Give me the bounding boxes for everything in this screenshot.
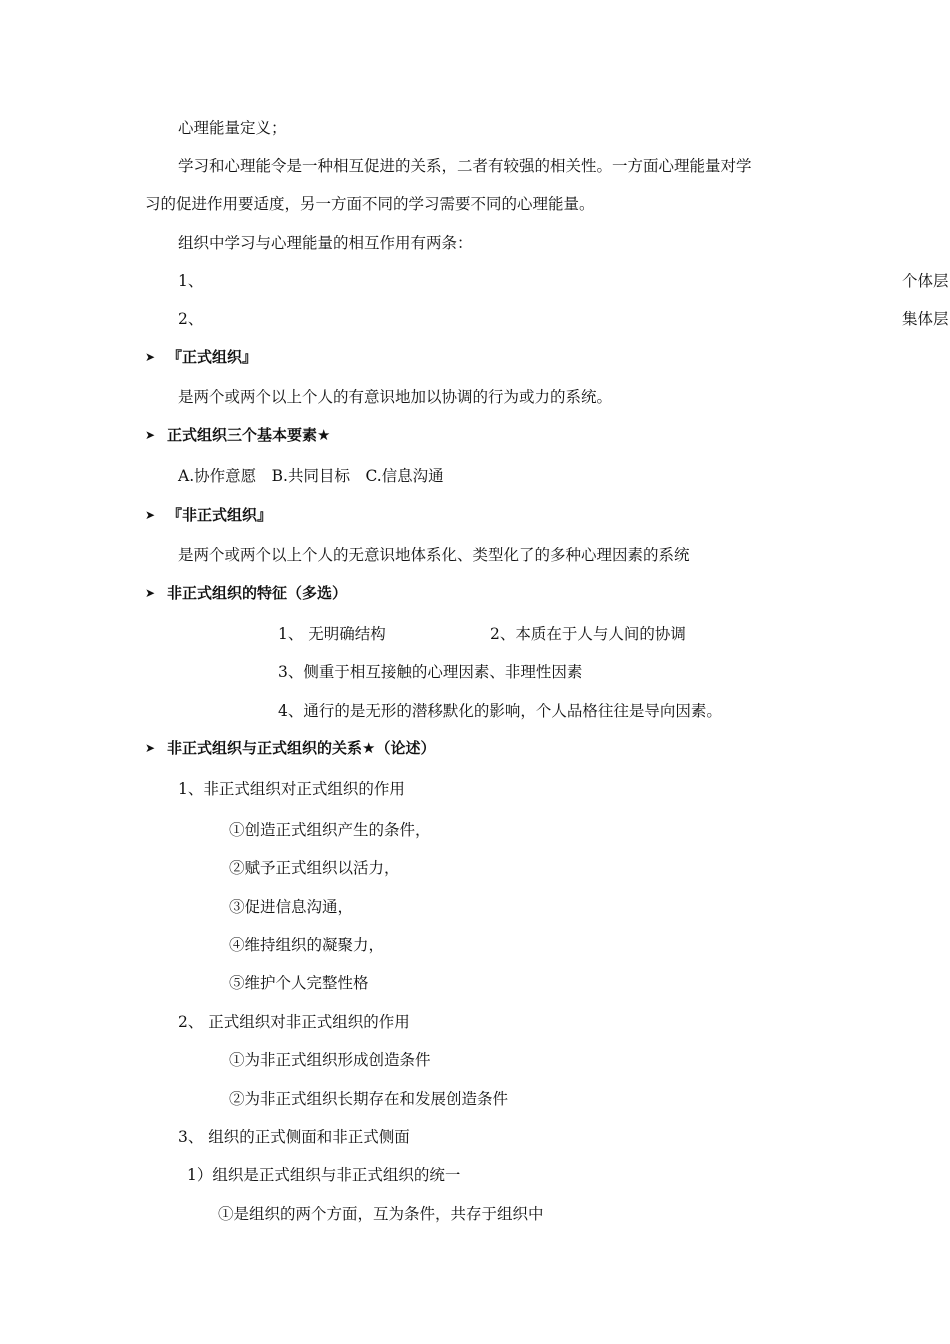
paragraph-line: 是两个或两个以上个人的无意识地体系化、类型化了的多种心理因素的系统 xyxy=(178,546,690,564)
list-number: 2、 xyxy=(178,310,204,328)
arrow-bullet-icon: ➤ xyxy=(145,586,156,600)
list-item: ①为非正式组织形成创造条件 xyxy=(229,1051,431,1069)
subsection-heading: 2、 正式组织对非正式组织的作用 xyxy=(178,1013,410,1031)
subsection-heading: 1、非正式组织对正式组织的作用 xyxy=(178,780,405,798)
paragraph-line: 是两个或两个以上个人的有意识地加以协调的行为或力的系统。 xyxy=(178,388,613,406)
list-item-text: 个体层 xyxy=(902,272,949,290)
arrow-bullet-icon: ➤ xyxy=(145,741,156,755)
list-item: ③促进信息沟通， xyxy=(229,898,354,916)
list-item: 2、本质在于人与人间的协调 xyxy=(490,625,686,643)
paragraph-line: A.协作意愿 B.共同目标 C.信息沟通 xyxy=(178,467,444,485)
subsection-heading: 3、 组织的正式侧面和非正式侧面 xyxy=(178,1128,410,1146)
paragraph-line: 习的促进作用要适度，另一方面不同的学习需要不同的心理能量。 xyxy=(145,195,595,213)
paragraph-line: 组织中学习与心理能量的相互作用有两条： xyxy=(178,234,473,252)
section-heading: 『非正式组织』 xyxy=(167,506,273,524)
list-number: 1、 xyxy=(178,272,204,290)
list-item-text: 集体层 xyxy=(902,310,949,328)
list-item: ①创造正式组织产生的条件， xyxy=(229,821,431,839)
section-heading: 『正式组织』 xyxy=(167,348,258,366)
arrow-bullet-icon: ➤ xyxy=(145,350,156,364)
list-item: ①是组织的两个方面，互为条件，共存于组织中 xyxy=(218,1205,544,1223)
arrow-bullet-icon: ➤ xyxy=(145,508,156,522)
list-item: ②赋予正式组织以活力， xyxy=(229,859,400,877)
list-item: 3、侧重于相互接触的心理因素、非理性因素 xyxy=(278,663,583,681)
list-item: ⑤维护个人完整性格 xyxy=(229,974,369,992)
definition-label: 心理能量定义； xyxy=(178,119,287,137)
section-heading: 正式组织三个基本要素★ xyxy=(167,426,331,444)
section-heading: 非正式组织与正式组织的关系★（论述） xyxy=(167,739,436,757)
list-item: ④维持组织的凝聚力， xyxy=(229,936,385,954)
list-item: ②为非正式组织长期存在和发展创造条件 xyxy=(229,1090,509,1108)
section-heading: 非正式组织的特征（多选） xyxy=(167,584,348,602)
paragraph-line: 学习和心理能令是一种相互促进的关系，二者有较强的相关性。一方面心理能量对学 xyxy=(178,157,752,175)
list-item: 1、 无明确结构 xyxy=(278,625,386,643)
list-item: 1）组织是正式组织与非正式组织的统一 xyxy=(187,1166,461,1184)
arrow-bullet-icon: ➤ xyxy=(145,428,156,442)
list-item: 4、通行的是无形的潜移默化的影响，个人品格往往是导向因素。 xyxy=(278,702,722,720)
